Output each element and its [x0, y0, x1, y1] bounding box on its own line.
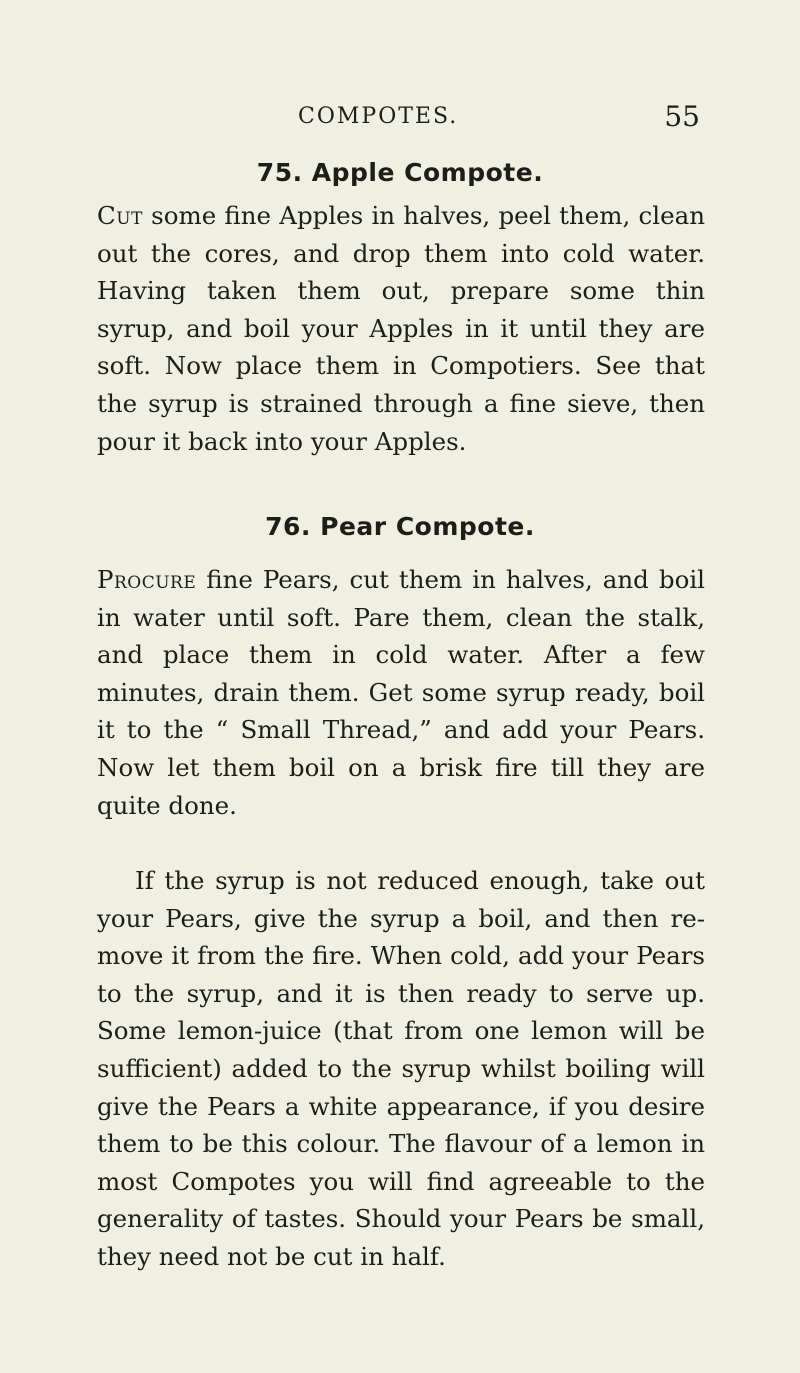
running-title: COMPOTES.	[298, 104, 459, 129]
recipe-heading-apple-compote: 75. Apple Compote.	[256, 158, 544, 187]
pear-compote-paragraph-1	[97, 561, 705, 824]
page-number: 55	[664, 100, 700, 133]
paragraph-text: If the syrup is not reduced enough, take out your Pears, give the syrup a boil, and then re-move it from the fire. When cold, add your Pears to the syrup, and it is then ready to serve up. Some lemon-juice (that from one lemon will be sufficient) added to the syrup whilst boiling will give the Pears a white appearance, if you desire them to be this colour. The flavour of a lemon in most Compotes you will find agreeable to the generality of tastes. Should your Pears be small, they need not be cut in half.	[97, 866, 705, 1271]
apple-compote-paragraph	[97, 197, 705, 460]
running-header	[0, 100, 800, 140]
paragraph-text: some fine Apples in halves, peel them, clean out the cores, and drop them into cold water. Having taken them out, prepare some thin syrup, and boil your Apples in it until they are soft. Now place them in Compotiers. See that the syrup is strained through a fine sieve, then pour it back into your Apples.	[97, 201, 705, 456]
recipe-heading-pear-compote: 76. Pear Compote.	[265, 512, 535, 541]
paragraph-lead-word: Procure	[97, 565, 197, 594]
paragraph-lead-word: Cut	[97, 201, 143, 230]
pear-compote-paragraph-2	[97, 862, 705, 1276]
paragraph-text: fine Pears, cut them in halves, and boil in water until soft. Pare them, clean the stalk, and place them in cold water. After a few minutes, drain them. Get some syrup ready, boil it to the “ Small Thread,” and add your Pears. Now let them boil on a brisk fire till they are quite done.	[97, 565, 705, 820]
